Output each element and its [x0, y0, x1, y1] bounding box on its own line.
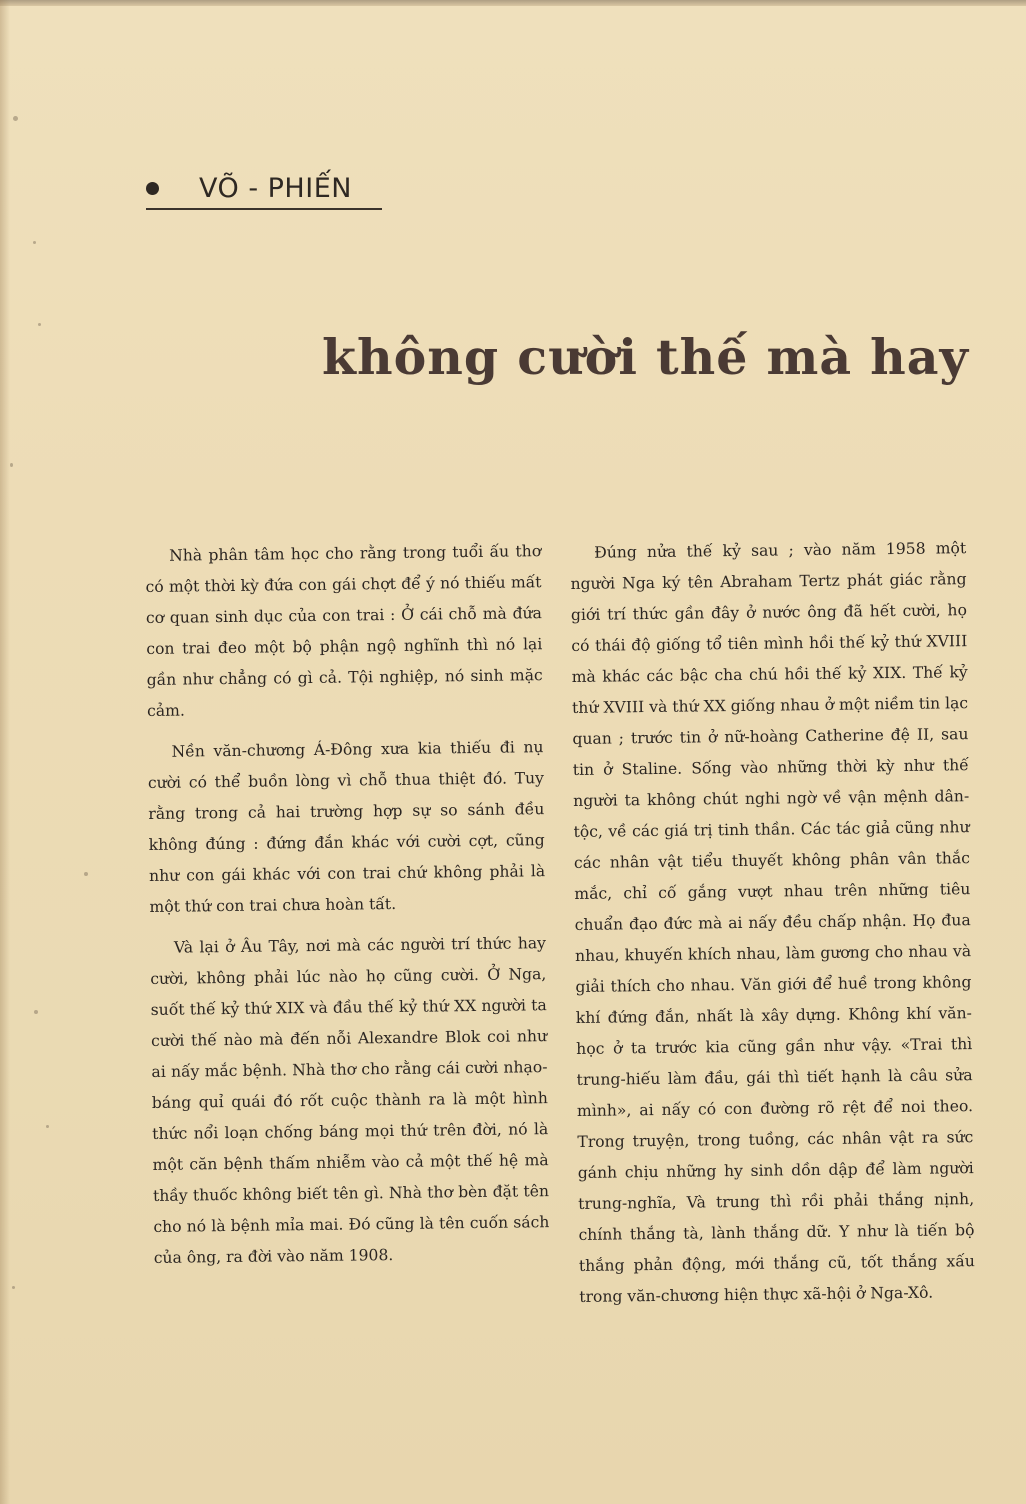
paragraph: Nền văn-chương Á-Đông xưa kia thiếu đi nụ cười có thể buồn lòng vì chỗ thua thiệt đó. Tuy rằng trong cả hai trường hợp sự so sánh đều không đúng : đứng đắn khác với cười cợt, cũng như con gái khác với con trai chứ không phải là một thứ con trai chưa hoàn tất.	[147, 738, 546, 916]
paragraph: Đúng nửa thế kỷ sau ; vào năm 1958 một người Nga ký tên Abraham Tertz phát giác rằng giới trí thức gần đây ở nước ông đã hết cười, họ có thái độ giống tổ tiên mình hồi thế kỷ thứ XVIII mà khác các bậc cha chú hồi thế kỷ XIX. Thế kỷ thứ XVIII và thứ XX giống nhau ở một niềm tin lạc quan ; trước tin ở nữ-hoàng Catherine đệ II, sau tin ở Staline. Sống vào những thời kỳ như thế người ta không chút nghi ngờ về vận mệnh dân-tộc, về các giá trị tinh thần. Các tác giả cũng như các nhân vật tiểu thuyết không phân vân thắc mắc, chỉ cố gắng vượt nhau trên những tiêu chuẩn đạo đức mà ai nấy đều chấp nhận. Họ đua nhau, khuyến khích nhau, làm gương cho nhau và giải thích cho nhau. Văn giới để huề trong không khí đứng đắn, nhất là xây dựng. Không khí văn-học ở ta trước kia cũng gần như vậy. «Trai thì trung-hiếu làm đầu, gái thì tiết hạnh là câu sửa mình», ai nấy có con đường rõ rệt để noi theo. Trong truyện, trong tuồng, các nhân vật ra sức gánh chịu những hy sinh dồn dập để làm người trung-nghĩa, Và trung thì rồi phải thắng nịnh, chính thắng tà, lành thắng dữ. Y như là tiến bộ thắng phản động, mới thắng cũ, tốt thắng xấu trong văn-chương hiện thực xã-hội ở Nga-Xô.	[570, 539, 975, 1306]
paragraph: Nhà phân tâm học cho rằng trong tuổi ấu thơ có một thời kỳ đứa con gái chợt để ý nó thiếu mất cơ quan sinh dục của con trai : Ở cái chỗ mà đứa con trai đeo một bộ phận ngộ nghĩnh thì nó lại gần như chẳng có gì cả. Tội nghiệp, nó sinh mặc cảm.	[145, 542, 543, 720]
author-byline	[146, 168, 382, 210]
author-name: VÕ - PHIẾN	[199, 172, 352, 204]
left-column	[145, 536, 550, 1284]
page-top-edge	[0, 0, 1026, 6]
bullet-icon	[146, 182, 159, 195]
article-title: không cười thế mà hay	[322, 328, 970, 386]
paragraph: Và lại ở Âu Tây, nơi mà các người trí thức hay cười, không phải lúc nào họ cũng cười. Ở Nga, suốt thế kỷ thứ XIX và đầu thế kỷ thứ XX người ta cười thế nào mà đến nỗi Alexandre Blok coi như ai nấy mắc bệnh. Nhà thơ cho rằng cái cười nhạo-báng quỉ quái đó rốt cuộc thành ra là một hình thức nổi loạn chống báng mọi thứ trên đời, nó là một căn bệnh thấm nhiễm vào cả một thế hệ mà thầy thuốc không biết tên gì. Nhà thơ bèn đặt tên cho nó là bệnh mỉa mai. Đó cũng là tên cuốn sách của ông, ra đời vào năm 1908.	[150, 934, 550, 1267]
right-column	[570, 533, 976, 1323]
page-left-edge	[0, 0, 10, 1504]
